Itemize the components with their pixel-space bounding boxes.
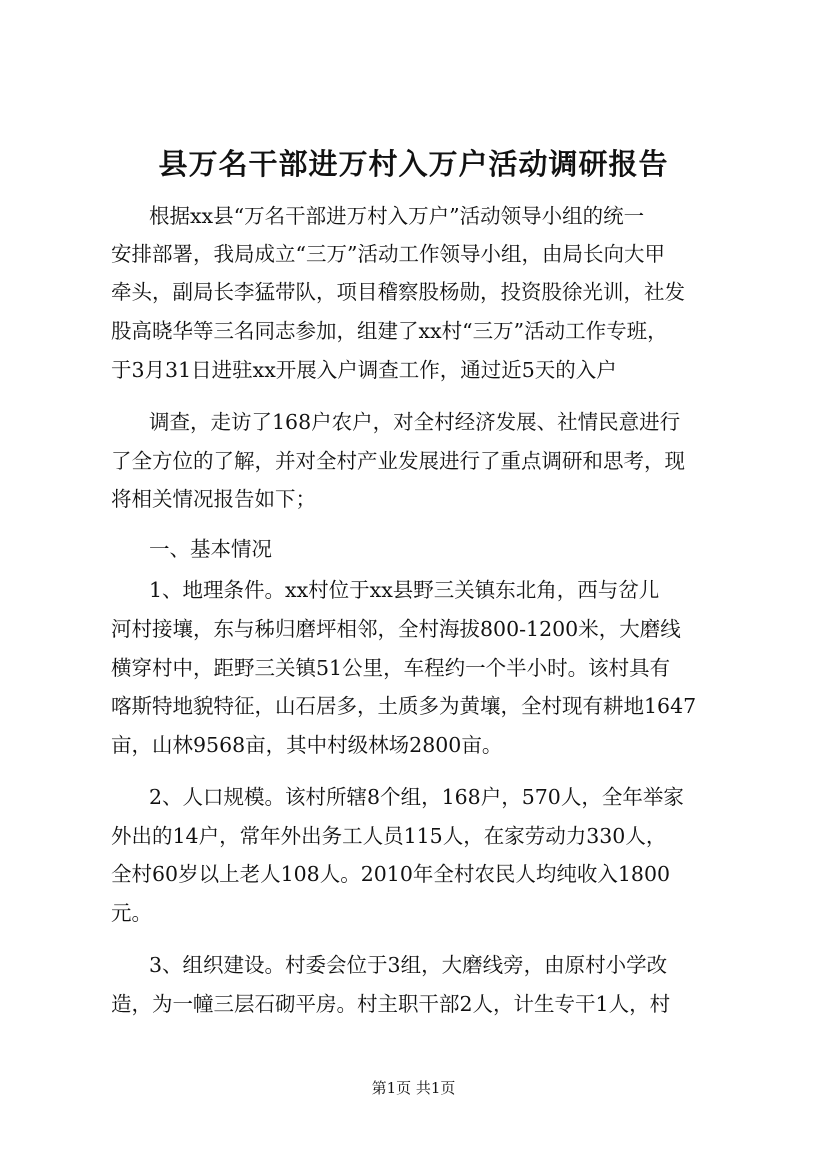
paragraph-line: 喀斯特地貌特征，山石居多，土质多为黄壤，全村现有耕地1647: [111, 694, 697, 718]
paragraph-line: 外出的14户，常年外出务工人员115人，在家劳动力330人，: [111, 824, 667, 848]
section-heading: 一、基本情况: [149, 537, 272, 561]
paragraph-line: 将相关情况报告如下；: [111, 487, 316, 511]
page-footer: 第1页 共1页: [371, 1079, 456, 1097]
paragraph-line: 亩，山林9568亩，其中村级林场2800亩。: [111, 733, 503, 757]
paragraph-line: 股高晓华等三名同志参加，组建了xx村“三万”活动工作专班，: [111, 319, 668, 343]
document-title: 县万名干部进万村入万户活动调研报告: [158, 147, 669, 181]
paragraph-line: 安排部署，我局成立“三万”活动工作领导小组，由局长向大甲: [111, 242, 665, 266]
paragraph-line: 根据xx县“万名干部进万村入万户”活动领导小组的统一: [149, 204, 645, 228]
paragraph-line: 横穿村中，距野三关镇51公里，车程约一个半小时。该村具有: [111, 656, 671, 680]
paragraph-line: 3、组织建设。村委会位于3组，大磨线旁，由原村小学改: [149, 953, 668, 977]
paragraph-line: 1、地理条件。xx村位于xx县野三关镇东北角，西与岔儿: [149, 578, 660, 602]
paragraph-line: 全村60岁以上老人108人。2010年全村农民人均纯收入1800: [111, 862, 671, 886]
paragraph-line: 元。: [111, 901, 152, 925]
paragraph-line: 了全方位的了解，并对全村产业发展进行了重点调研和思考，现: [111, 449, 685, 473]
paragraph-line: 2、人口规模。该村所辖8个组，168户，570人，全年举家: [149, 785, 684, 809]
paragraph-line: 调查，走访了168户农户，对全村经济发展、社情民意进行: [149, 410, 681, 434]
paragraph-line: 牵头，副局长李猛带队，项目稽察股杨勋，投资股徐光训，社发: [111, 280, 685, 304]
paragraph-line: 河村接壤，东与秭归磨坪相邻，全村海拔800-1200米，大磨线: [111, 617, 681, 641]
paragraph-line: 造，为一幢三层石砌平房。村主职干部2人，计生专干1人，村: [111, 992, 671, 1016]
paragraph-line: 于3月31日进驻xx开展入户调查工作，通过近5天的入户: [111, 358, 617, 382]
